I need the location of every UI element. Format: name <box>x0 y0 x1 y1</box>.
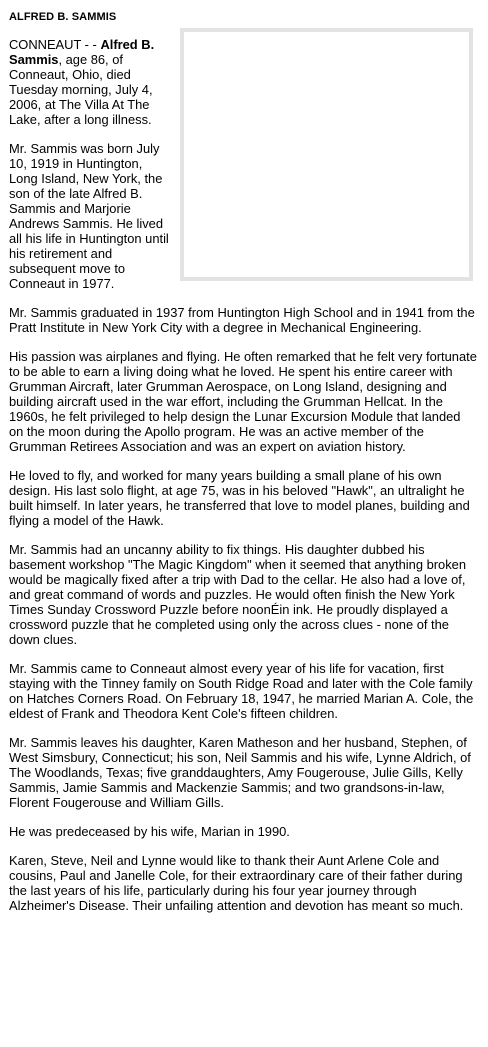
photo-frame <box>180 28 473 281</box>
paragraph-career: His passion was airplanes and flying. He often remarked that he felt very fortunate to be able to earn a living doing what he loved. He spent his entire career with Grumman Aircraft, later Grumman Aerospace, on Long Island, designing and building aircraft used in the war effort, including the Grumman Hellcat. In the 1960s, he felt privileged to help design the Lunar Excursion Module that landed on the moon during the Apollo program. He was an active member of the Grumman Retirees Association and was an expert on aviation history. <box>9 349 477 454</box>
intro-text: , age 86, of Conneaut, Ohio, died Tuesday morning, July 4, 2006, at The Villa At The Lake, after a long illness. <box>9 52 153 127</box>
paragraph-predeceased: He was predeceased by his wife, Marian in 1990. <box>9 824 290 839</box>
obituary-heading: ALFRED B. SAMMIS <box>9 11 117 23</box>
paragraph-flying: He loved to fly, and worked for many years building a small plane of his own design. His last solo flight, at age 75, was in his beloved "Hawk", an ultralight he built himself. In later years, he transferred that love to model planes, building and flying a model of the Hawk. <box>9 468 470 528</box>
paragraph-thanks: Karen, Steve, Neil and Lynne would like to thank their Aunt Arlene Cole and cousins, Paul and Janelle Cole, for their extraordinary care of their father during the last years of his life, particularly during his four year journey through Alzheimer's Disease. Their unfailing attention and devotion has meant so much. <box>9 853 464 913</box>
intro-name: Alfred B. Sammis <box>9 37 155 67</box>
intro-location: CONNEAUT - - <box>9 37 101 52</box>
paragraph-birth: Mr. Sammis was born July 10, 1919 in Huntington, Long Island, New York, the son of the late Alfred B. Sammis and Marjorie Andrews Sammis. He lived all his life in Huntington until his retirement and subsequent move to Conneaut in 1977. <box>9 141 169 291</box>
paragraph-survivors: Mr. Sammis leaves his daughter, Karen Matheson and her husband, Stephen, of West Simsbury, Connecticut; his son, Neil Sammis and his wife, Lynne Aldrich, of The Woodlands, Texas; five granddaughters, Amy Fougerouse, Julie Gills, Kelly Sammis, Jamie Sammis and Mackenzie Sammis; and two grandsons-in-law, Florent Fougerouse and William Gills. <box>9 735 471 810</box>
paragraph-conneaut: Mr. Sammis came to Conneaut almost every year of his life for vacation, first staying with the Tinney family on South Ridge Road and later with the Cole family on Hatches Corners Road. On February 18, 1947, he married Marian A. Cole, the eldest of Frank and Theodora Kent Cole's fifteen children. <box>9 661 474 721</box>
paragraph-education: Mr. Sammis graduated in 1937 from Huntington High School and in 1941 from the Pratt Institute in New York City with a degree in Mechanical Engineering. <box>9 305 475 335</box>
paragraph-workshop: Mr. Sammis had an uncanny ability to fix things. His daughter dubbed his basement workshop "The Magic Kingdom" when it seemed that anything broken would be magically fixed after a trip with Dad to the cellar. He also had a love of, and great command of words and puzzles. He would often finish the New York Times Sunday Crossword Puzzle before noonÉin ink. He proudly displayed a crossword puzzle that he completed using only the across clues - none of the down clues. <box>9 542 466 647</box>
